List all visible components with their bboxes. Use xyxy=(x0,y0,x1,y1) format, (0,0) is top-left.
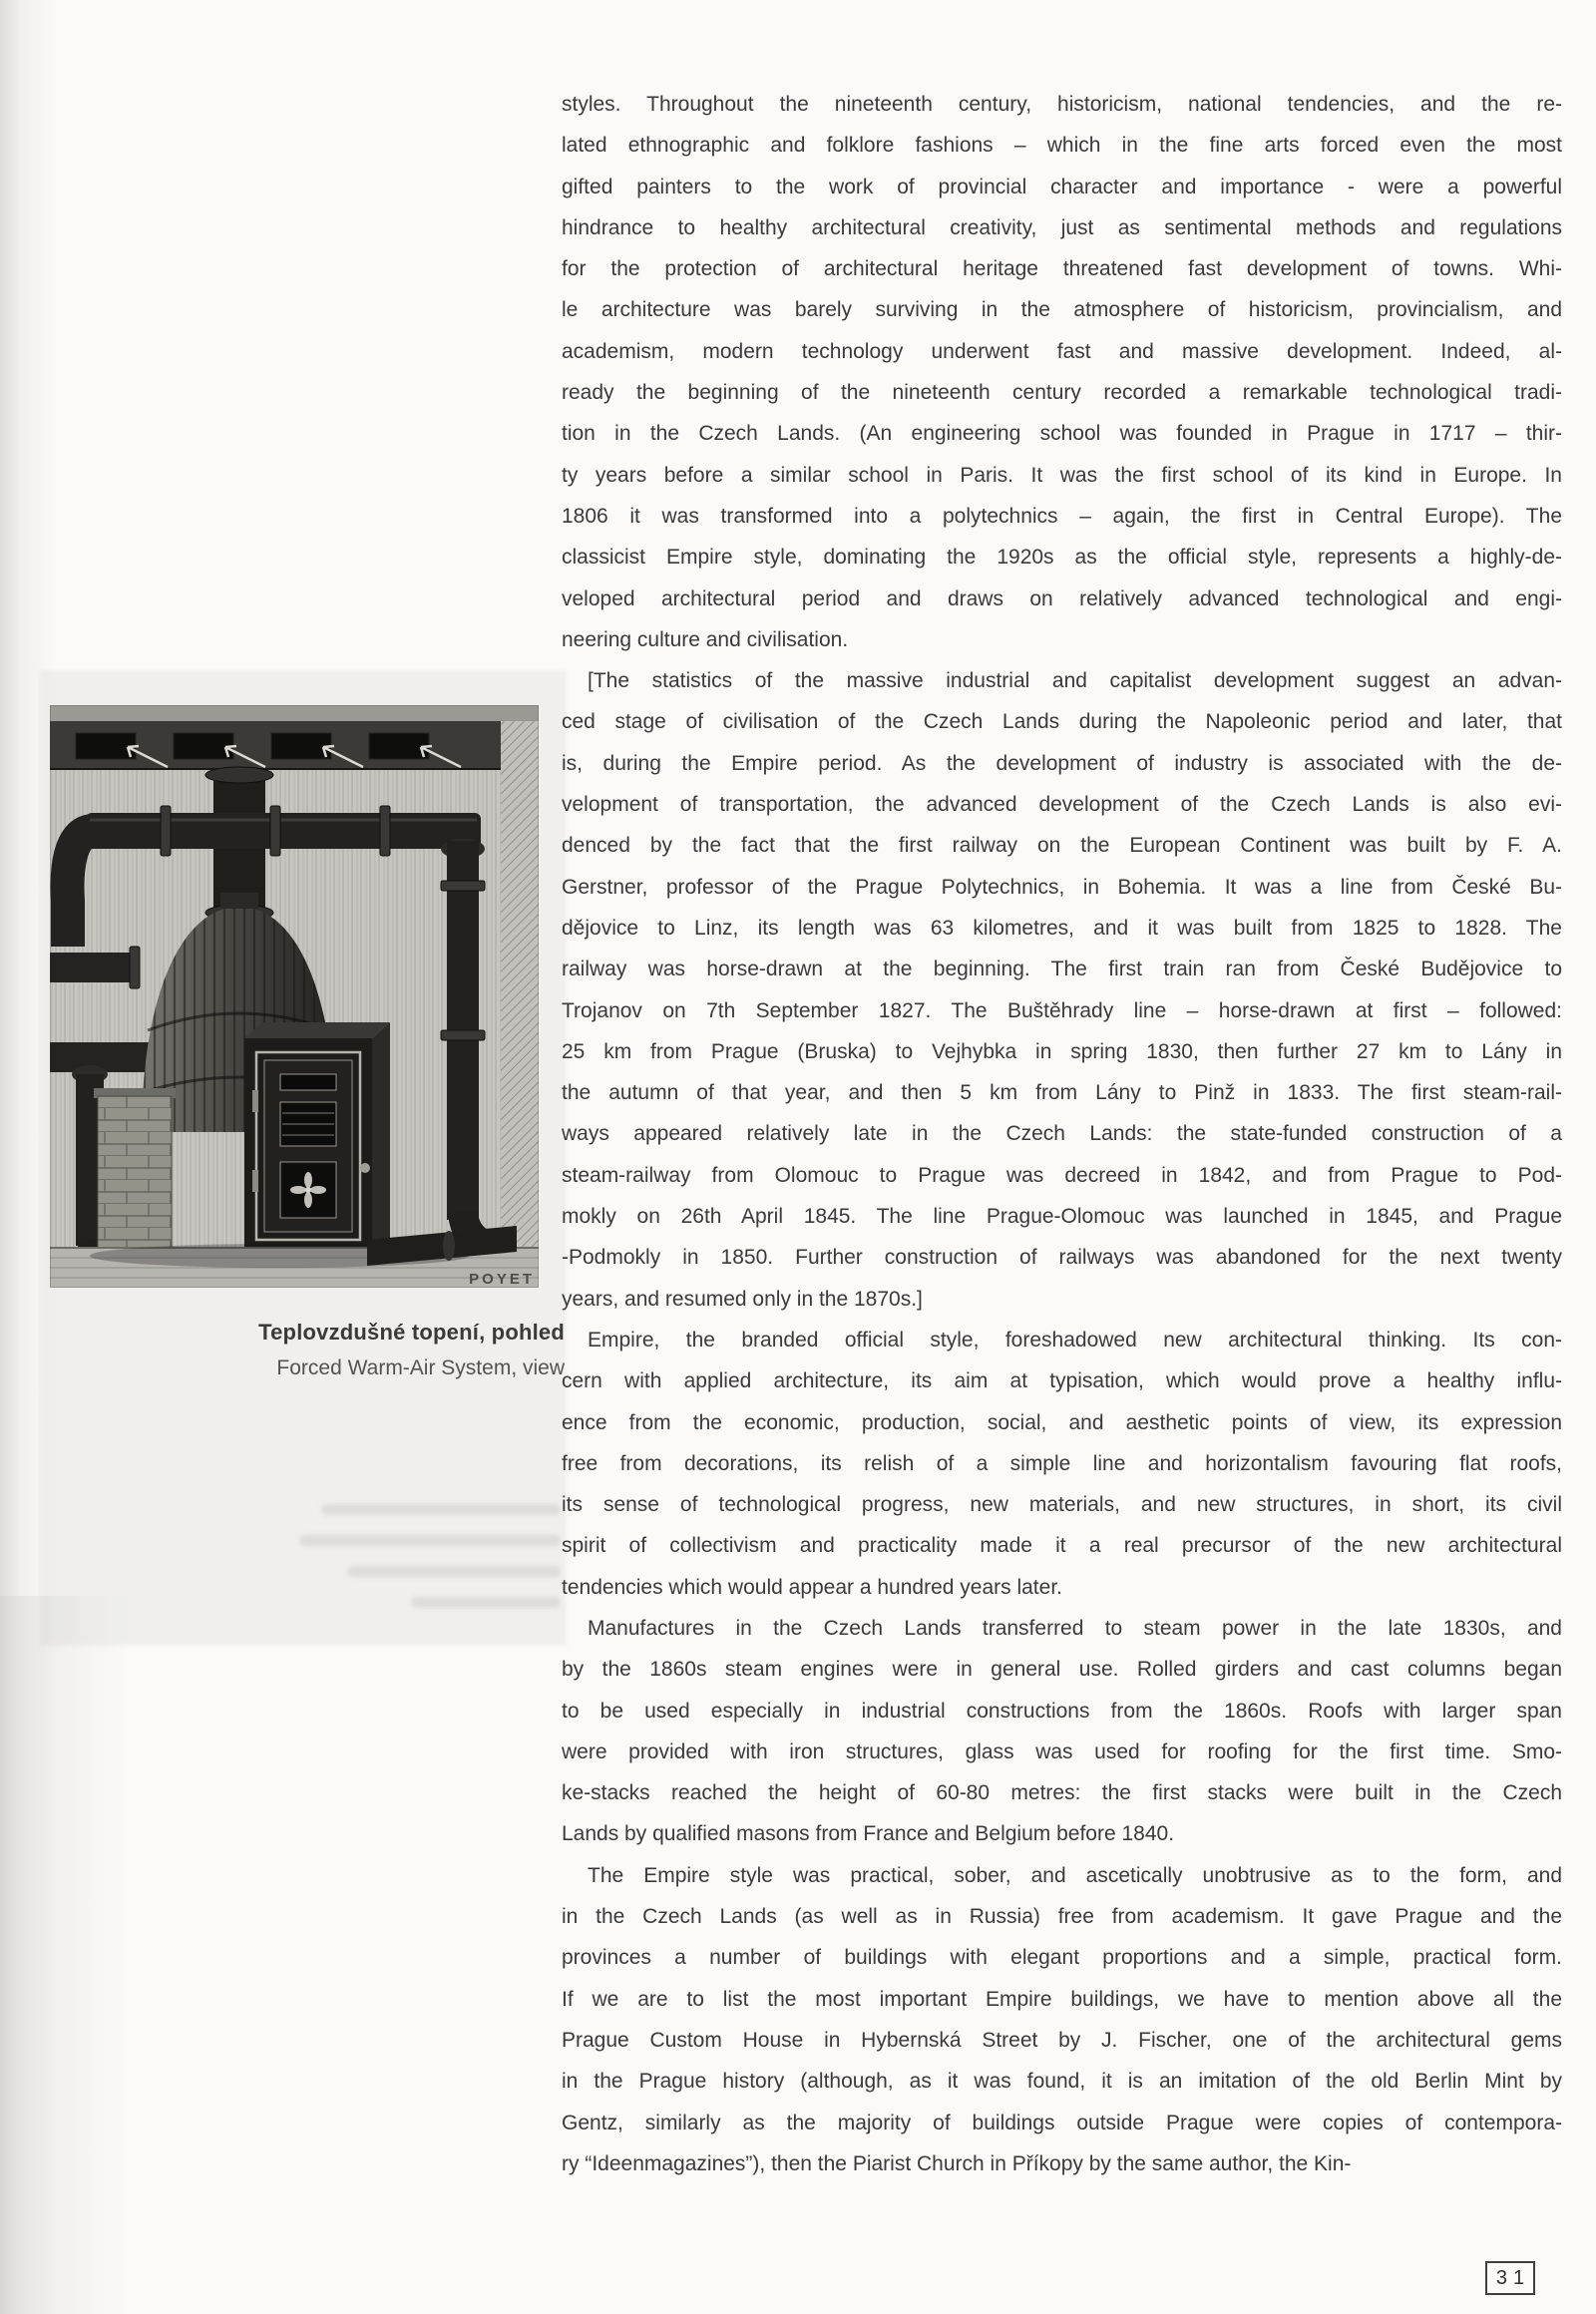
text-line: 1806 it was transformed into a polytechnics – again, the first in Central Europe). The xyxy=(562,504,1562,528)
body-text xyxy=(562,84,1562,2184)
text-line: Trojanov on 7th September 1827. The Buštěhrady line – horse-drawn at first – followed: xyxy=(562,998,1562,1022)
text-line: by the 1860s steam engines were in general use. Rolled girders and cast columns began xyxy=(562,1658,1562,1682)
text-line: styles. Throughout the nineteenth century, historicism, national tendencies, and the re- xyxy=(562,93,1562,116)
caption-czech: Teplovzdušné topení, pohled xyxy=(258,1320,565,1345)
text-line: hindrance to healthy architectural creativity, just as sentimental methods and regulations xyxy=(562,215,1562,239)
text-line: for the protection of architectural heritage threatened fast development of towns. Whi- xyxy=(562,257,1562,281)
text-line: Prague Custom House in Hybernská Street by J. Fischer, one of the architectural gems xyxy=(562,2028,1562,2052)
engraver-signature: POYET xyxy=(469,1271,535,1288)
text-line: The Empire style was practical, sober, and ascetically unobtrusive as to the form, and xyxy=(588,1863,1562,1887)
text-line: classicist Empire style, dominating the 1920s as the official style, represents a highly-de- xyxy=(562,546,1562,570)
figure-illustration xyxy=(50,701,539,1288)
text-line: Gentz, similarly as the majority of buildings outside Prague were copies of contempora- xyxy=(562,2111,1562,2134)
text-line: ke-stacks reached the height of 60-80 metres: the first stacks were built in the Czech xyxy=(562,1781,1562,1805)
text-line: ty years before a similar school in Paris. It was the first school of its kind in Europe. In xyxy=(562,463,1562,487)
text-line: provinces a number of buildings with elegant proportions and a simple, practical form. xyxy=(562,1946,1562,1970)
door-latch xyxy=(360,1163,370,1173)
text-line: academism, modern technology underwent fast and massive development. Indeed, al- xyxy=(562,339,1562,363)
corner-hatching xyxy=(501,721,539,1288)
air-vent-band xyxy=(50,721,539,769)
text-line: tendencies which would appear a hundred years later. xyxy=(562,1575,1062,1599)
page-number: 31 xyxy=(1495,2266,1531,2289)
text-line: to be used especially in industrial constructions from the 1860s. Roofs with larger span xyxy=(562,1699,1562,1723)
text-line: Lands by qualified masons from France and Belgium before 1840. xyxy=(562,1822,1175,1846)
text-line: Gerstner, professor of the Prague Polytechnics, in Bohemia. It was a line from České Bu- xyxy=(562,875,1562,899)
text-line: dějovice to Linz, its length was 63 kilometres, and it was built from 1825 to 1828. The xyxy=(562,916,1562,940)
text-line: velopment of transportation, the advanced development of the Czech Lands is also evi- xyxy=(562,793,1562,817)
text-line: in the Prague history (although, as it was found, it is an imitation of the old Berlin Mint by xyxy=(562,2070,1562,2094)
caption-english: Forced Warm-Air System, view xyxy=(276,1356,565,1379)
text-line: -Podmokly in 1850. Further construction of railways was abandoned for the next twenty xyxy=(562,1246,1562,1270)
text-line: spirit of collectivism and practicality made it a real precursor of the new architectural xyxy=(562,1534,1562,1558)
text-line: ways appeared relatively late in the Czech Lands: the state-funded construction of a xyxy=(562,1122,1562,1146)
text-line: the autumn of that year, and then 5 km from Lány to Pinž in 1833. The first steam-rail- xyxy=(562,1081,1562,1105)
text-line: cern with applied architecture, its aim at typisation, which would prove a healthy influ- xyxy=(562,1369,1562,1393)
text-line: steam-railway from Olomouc to Prague was decreed in 1842, and from Prague to Pod- xyxy=(562,1163,1562,1187)
brick-column xyxy=(94,1088,176,1248)
text-line: veloped architectural period and draws on relatively advanced technological and engi- xyxy=(562,586,1562,610)
stove-box xyxy=(244,1022,390,1256)
text-line: railway was horse-drawn at the beginning. The first train ran from České Budějovice to xyxy=(562,958,1562,981)
page-number-box xyxy=(1485,2261,1535,2295)
text-line: were provided with iron structures, glass was used for roofing for the first time. Smo- xyxy=(562,1739,1562,1763)
text-line: If we are to list the most important Empire buildings, we have to mention above all the xyxy=(562,1987,1562,2011)
figure-caption xyxy=(150,1315,565,1386)
text-line: lated ethnographic and folklore fashions – which in the fine arts forced even the most xyxy=(562,134,1562,158)
text-line: denced by the fact that the first railway on the European Continent was built by F. A. xyxy=(562,834,1562,858)
text-line: years, and resumed only in the 1870s.] xyxy=(562,1287,923,1311)
text-line: ence from the economic, production, social, and aesthetic points of view, its expression xyxy=(562,1410,1562,1434)
text-line: neering culture and civilisation. xyxy=(562,627,849,651)
text-line: ced stage of civilisation of the Czech Lands during the Napoleonic period and later, that xyxy=(562,710,1562,734)
text-line: le architecture was barely surviving in the atmosphere of historicism, provincialism, and xyxy=(562,298,1562,322)
text-line: [The statistics of the massive industrial and capitalist development suggest an advan- xyxy=(588,669,1562,693)
warm-air-system-engraving xyxy=(50,701,539,1288)
text-line: tion in the Czech Lands. (An engineering school was founded in Prague in 1717 – thir- xyxy=(562,422,1562,446)
text-line: its sense of technological progress, new materials, and new structures, in short, its civil xyxy=(562,1493,1562,1517)
text-line: Empire, the branded official style, foreshadowed new architectural thinking. Its con- xyxy=(588,1328,1562,1351)
text-line: in the Czech Lands (as well as in Russia) free from academism. It gave Prague and the xyxy=(562,1905,1562,1929)
text-line: ry “Ideenmagazines”), then the Piarist Church in Příkopy by the same author, the Kin- xyxy=(562,2151,1352,2175)
text-line: Manufactures in the Czech Lands transferred to steam power in the late 1830s, and xyxy=(588,1616,1562,1640)
scan-edge-shadow-bottom xyxy=(0,1596,150,2314)
text-line: mokly on 26th April 1845. The line Prague-Olomouc was launched in 1845, and Prague xyxy=(562,1205,1562,1229)
text-line: is, during the Empire period. As the development of industry is associated with the de- xyxy=(562,751,1562,775)
text-line: 25 km from Prague (Bruska) to Vejhybka in spring 1830, then further 27 km to Lány in xyxy=(562,1039,1562,1063)
page-showthrough xyxy=(289,1504,561,1628)
text-line: ready the beginning of the nineteenth century recorded a remarkable technological tradi- xyxy=(562,381,1562,405)
text-line: gifted painters to the work of provincial character and importance - were a powerful xyxy=(562,175,1562,198)
text-line: free from decorations, its relish of a simple line and horizontalism favouring flat roofs, xyxy=(562,1451,1562,1475)
